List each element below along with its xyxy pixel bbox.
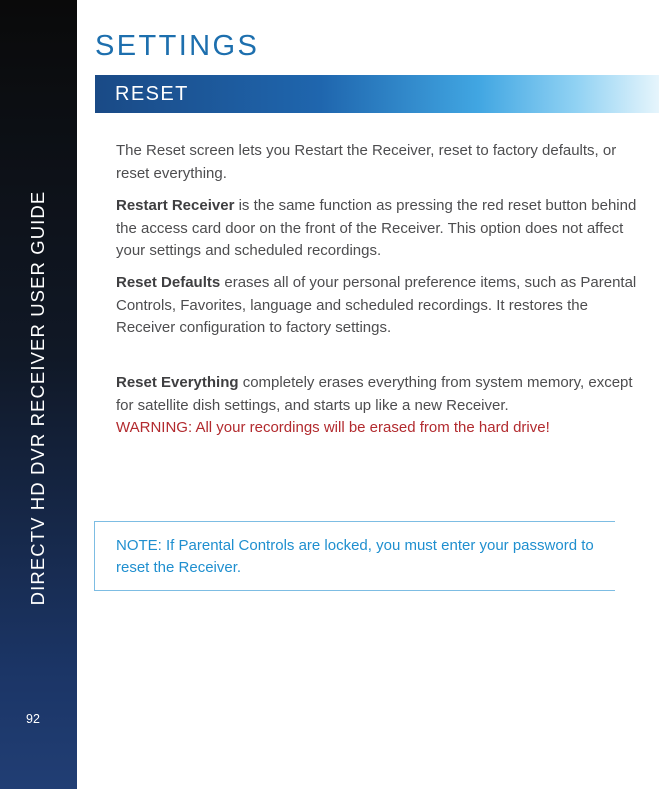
section-heading: SETTINGS	[95, 30, 260, 62]
note-box	[94, 521, 615, 591]
page-number: 92	[26, 712, 40, 726]
restart-receiver-description: is the same function as pressing the red reset button behind the access card door on the front of the Receiver. This option does not affect your settings and scheduled recordings.	[116, 197, 637, 259]
restart-receiver-paragraph	[116, 195, 646, 263]
note-text: NOTE: If Parental Controls are locked, you must enter your password to reset the Receiver.	[116, 537, 594, 576]
reset-defaults-description: erases all of your personal preference items, such as Parental Controls, Favorites, language and scheduled recordings. It restores the Receiver configuration to factory settings.	[116, 274, 637, 336]
sidebar	[0, 0, 77, 789]
intro-paragraph: The Reset screen lets you Restart the Receiver, reset to factory defaults, or reset everything.	[116, 142, 617, 182]
subsection-banner	[95, 75, 659, 113]
reset-everything-description: completely erases everything from system memory, except for satellite dish settings, and starts up like a new Receiver.	[116, 374, 633, 414]
reset-defaults-term: Reset Defaults	[116, 274, 221, 291]
reset-defaults-paragraph	[116, 272, 646, 340]
reset-everything-paragraph	[116, 372, 646, 440]
guide-title: DIRECTV HD DVR RECEIVER USER GUIDE	[27, 190, 48, 606]
subsection-title: RESET	[115, 83, 189, 105]
restart-receiver-term: Restart Receiver	[116, 197, 235, 214]
warning-text: WARNING: All your recordings will be erased from the hard drive!	[116, 419, 550, 436]
reset-everything-term: Reset Everything	[116, 374, 239, 391]
